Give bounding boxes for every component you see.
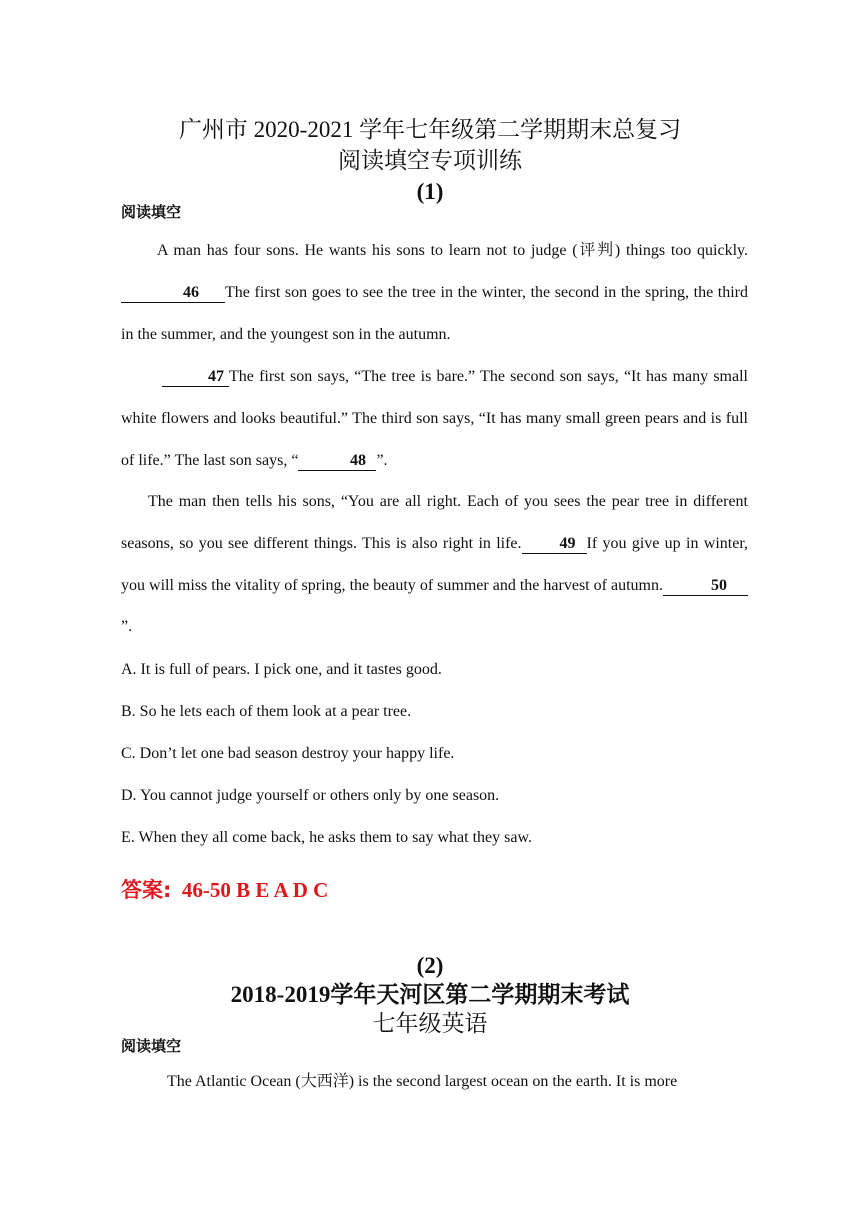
answer-key [121,880,328,901]
paragraph-3 [121,481,748,648]
option-e: E. When they all come back, he asks them to say what they saw. [121,829,532,846]
paragraph-text: The first son goes to see the tree in the winter, the second in the spring, the third in the summer, and the youngest son in the autumn. [121,283,748,343]
section2-label: 阅读填空 [121,1037,182,1055]
section2-title-line2: 2018-2019学年天河区第二学期期末考试 [230,982,630,1007]
paragraph-text: The man then tells his sons, “You are all right. Each of you sees the pear tree in different seasons, so you see different things. This is also right in life. [121,493,748,552]
paragraph-text: ”. [121,618,133,636]
section2-paragraph-1: The Atlantic Ocean (大西洋) is the second largest ocean on the earth. It is more [167,1073,678,1090]
answer-value: 46-50 B E A D C [181,878,329,902]
blank-48: 48 [298,452,376,471]
paragraph-text: The first son says, “The tree is bare.” The second son says, “It has many small white flowers and looks beautiful.” The third son says, “It has many small green pears and is full of life.” The last son says, “ [121,368,748,469]
paragraph-2 [121,356,748,481]
paragraph-1 [121,230,748,355]
blank-50: 50 [663,577,748,596]
blank-47: 47 [162,368,229,387]
section-label: 阅读填空 [121,203,182,221]
option-d: D. You cannot judge yourself or others only by one season. [121,787,500,804]
doc-title-line2: 阅读填空专项训练 [338,148,522,173]
section2-title-line1: (2) [416,953,444,978]
blank-46: 46 [121,284,225,303]
doc-title-line3: (1) [416,179,444,204]
paragraph-text: ”. [376,451,388,469]
paragraph-text: A man has four sons. He wants his sons to learn not to judge (评判) things too quickly. [157,242,748,259]
answer-label: 答案: [121,878,172,902]
section2-title-line3: 七年级英语 [372,1011,488,1036]
blank-49: 49 [522,535,587,554]
option-b: B. So he lets each of them look at a pear tree. [121,703,412,720]
option-c: C. Don’t let one bad season destroy your happy life. [121,745,455,762]
doc-title-line1: 广州市 2020-2021 学年七年级第二学期期末总复习 [178,117,682,142]
paragraph-text: If you give up in winter, you will miss the vitality of spring, the beauty of summer and the harvest of autumn. [121,534,749,594]
option-a: A. It is full of pears. I pick one, and it tastes good. [121,661,442,678]
